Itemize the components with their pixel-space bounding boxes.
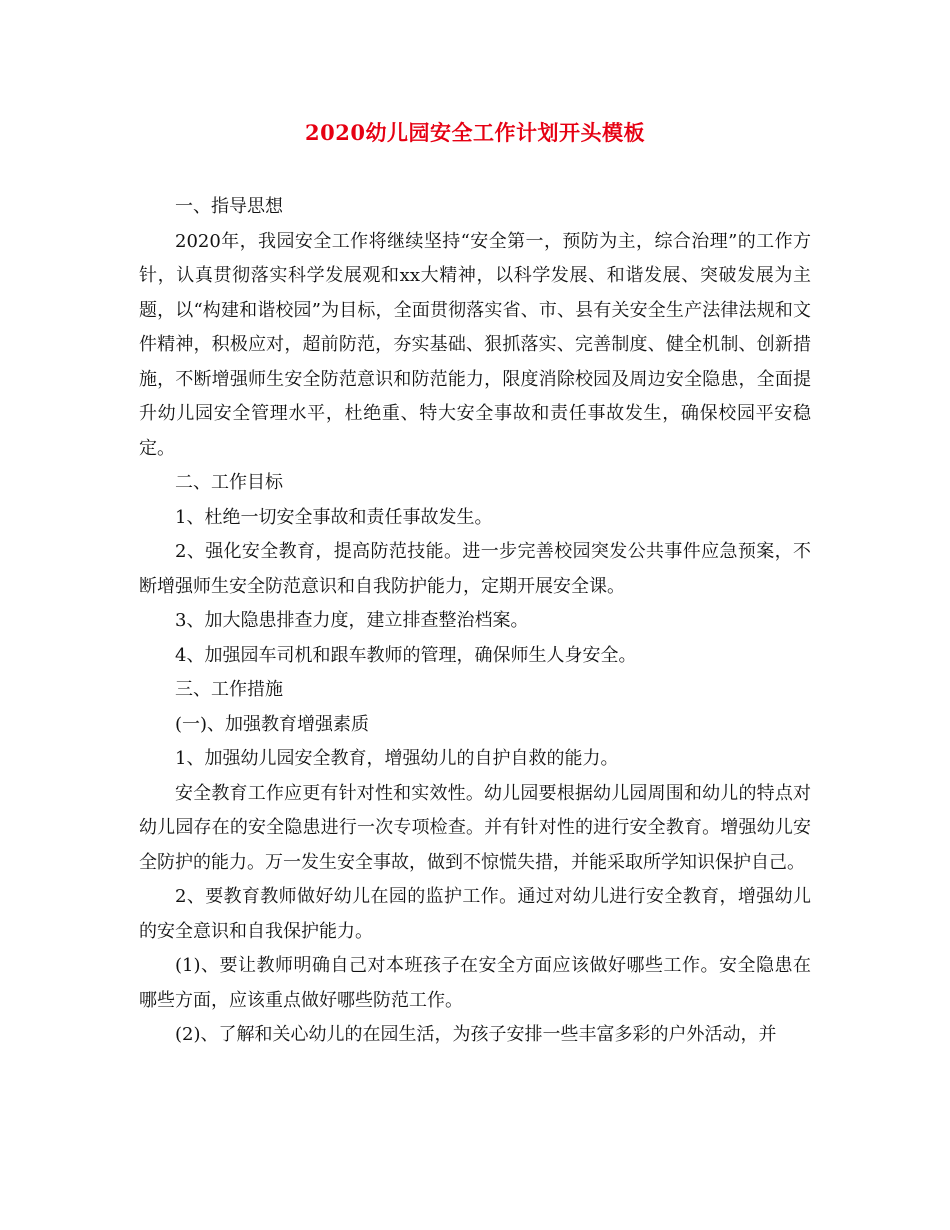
section-heading-guiding-ideology: 一、指导思想 — [175, 196, 283, 217]
goal-item-3: 3、加大隐患排查力度，建立排查整治档案。 — [175, 610, 529, 631]
goal-item-4: 4、加强园车司机和跟车教师的管理，确保师生人身安全。 — [175, 644, 637, 666]
measure-item-1: 1、加强幼儿园安全教育，增强幼儿的自护自救的能力。 — [175, 748, 619, 769]
document-title: 2020幼儿园安全工作计划开头模板 — [305, 120, 645, 145]
goal-item-1: 1、杜绝一切安全事故和责任事故发生。 — [175, 506, 493, 528]
paragraph-safety-education: 安全教育工作应更有针对性和实效性。幼儿园要根据幼儿园周围和幼儿的特点对幼儿园存在的安全隐患进行一次专项检查。并有针对性的进行安全教育。增强幼儿安全防护的能力。万一发生安全事故，做到不惊慌失措，并能采取所学知识保护自己。 — [139, 782, 811, 873]
measure-subitem-1: (1)、要让教师明确自己对本班孩子在安全方面应该做好哪些工作。安全隐患在哪些方面，应该重点做好哪些防范工作。 — [139, 955, 811, 1011]
measure-item-2: 2、要教育教师做好幼儿在园的监护工作。通过对幼儿进行安全教育，增强幼儿的安全意识和自我保护能力。 — [139, 886, 811, 942]
section-heading-work-goals: 二、工作目标 — [175, 472, 283, 493]
document-body — [139, 190, 811, 1053]
section-heading-work-measures: 三、工作措施 — [175, 679, 283, 700]
paragraph-guiding-ideology: 2020年，我园安全工作将继续坚持“安全第一，预防为主，综合治理”的工作方针，认真贯彻落实科学发展观和xx大精神，以科学发展、和谐发展、突破发展为主题，以“构建和谐校园”为目标，全面贯彻落实省、市、县有关安全生产法律法规和文件精神，积极应对，超前防范，夯实基础、狠抓落实、完善制度、健全机制、创新措施，不断增强师生安全防范意识和防范能力，限度消除校园及周边安全隐患，全面提升幼儿园安全管理水平，杜绝重、特大安全事故和责任事故发生，确保校园平安稳定。 — [139, 230, 811, 459]
subsection-heading-education: (一)、加强教育增强素质 — [175, 713, 370, 735]
measure-subitem-2: (2)、了解和关心幼儿的在园生活，为孩子安排一些丰富多彩的户外活动，并 — [175, 1024, 777, 1045]
goal-item-2: 2、强化安全教育，提高防范技能。进一步完善校园突发公共事件应急预案，不断增强师生安全防范意识和自我防护能力，定期开展安全课。 — [139, 541, 811, 597]
